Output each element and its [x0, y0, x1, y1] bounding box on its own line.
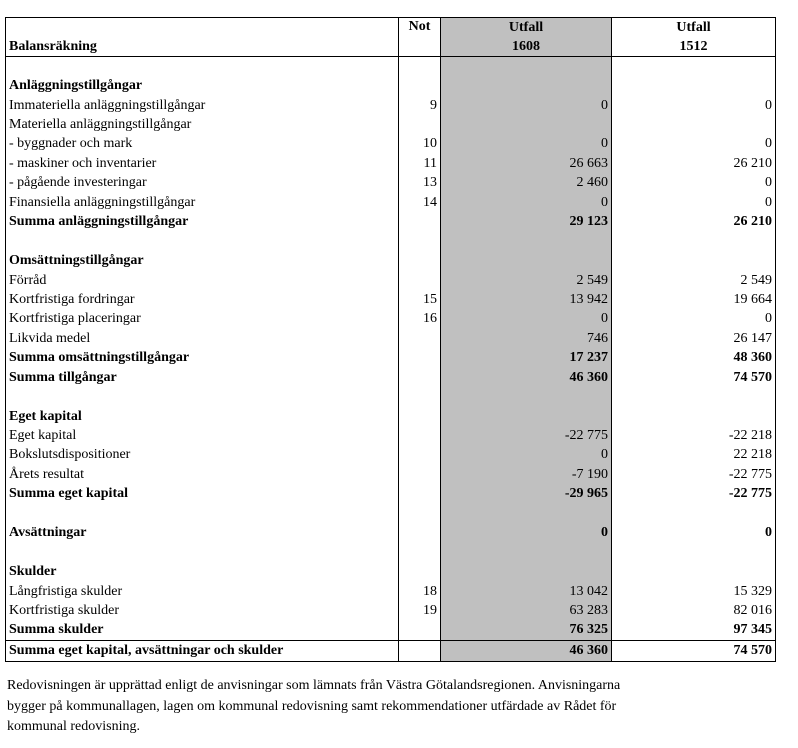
- row-previous-value: 22 218: [612, 446, 776, 465]
- row-note: 16: [399, 310, 441, 329]
- row-note: [399, 271, 441, 290]
- table-body: [6, 57, 776, 662]
- table-row: [6, 115, 776, 134]
- table-row: [6, 641, 776, 661]
- row-label: - byggnader och mark: [6, 135, 399, 154]
- row-previous-value: [612, 407, 776, 426]
- row-current-value: [441, 543, 612, 562]
- footnote-line-3: kommunal redovisning.: [7, 719, 140, 734]
- row-previous-value: 26 147: [612, 329, 776, 348]
- row-current-value: [441, 115, 612, 134]
- table-row: [6, 582, 776, 601]
- row-current-value: 76 325: [441, 621, 612, 641]
- row-previous-value: 0: [612, 135, 776, 154]
- row-label: [6, 543, 399, 562]
- row-previous-value: [612, 232, 776, 251]
- row-note: [399, 465, 441, 484]
- row-current-value: 0: [441, 96, 612, 115]
- table-row: [6, 524, 776, 543]
- balance-sheet: [5, 17, 775, 662]
- row-label: Summa eget kapital: [6, 485, 399, 504]
- header-title-spacer: [6, 18, 399, 38]
- row-note: [399, 543, 441, 562]
- row-note: [399, 115, 441, 134]
- row-label: Materiella anläggningstillgångar: [6, 115, 399, 134]
- row-label: [6, 232, 399, 251]
- row-previous-value: 82 016: [612, 601, 776, 620]
- table-row: [6, 426, 776, 445]
- header-row-top: [6, 18, 776, 38]
- row-previous-value: -22 218: [612, 426, 776, 445]
- row-current-value: [441, 562, 612, 581]
- row-note: [399, 57, 441, 77]
- row-label: Summa tillgångar: [6, 368, 399, 387]
- row-note: [399, 76, 441, 95]
- table-row: [6, 193, 776, 212]
- row-note: 15: [399, 290, 441, 309]
- row-note: [399, 213, 441, 232]
- row-label: Årets resultat: [6, 465, 399, 484]
- footnote: [7, 676, 707, 738]
- row-previous-value: [612, 57, 776, 77]
- row-note: [399, 387, 441, 406]
- row-current-value: -7 190: [441, 465, 612, 484]
- row-note: [399, 485, 441, 504]
- header-current-period: 1608: [441, 37, 612, 57]
- row-previous-value: 48 360: [612, 349, 776, 368]
- table-row: [6, 621, 776, 641]
- row-previous-value: [612, 115, 776, 134]
- row-current-value: 17 237: [441, 349, 612, 368]
- row-note: [399, 407, 441, 426]
- table-row: [6, 174, 776, 193]
- row-note: 13: [399, 174, 441, 193]
- table-row: [6, 232, 776, 251]
- table-row: [6, 57, 776, 77]
- row-label: [6, 504, 399, 523]
- row-label: Likvida medel: [6, 329, 399, 348]
- table-row: [6, 135, 776, 154]
- row-note: [399, 504, 441, 523]
- row-current-value: 63 283: [441, 601, 612, 620]
- row-previous-value: [612, 387, 776, 406]
- row-previous-value: [612, 251, 776, 270]
- row-current-value: [441, 407, 612, 426]
- row-previous-value: -22 775: [612, 465, 776, 484]
- header-row-bottom: [6, 37, 776, 57]
- row-note: 14: [399, 193, 441, 212]
- row-note: [399, 641, 441, 661]
- row-note: 9: [399, 96, 441, 115]
- row-current-value: [441, 76, 612, 95]
- row-note: 11: [399, 154, 441, 173]
- row-label: Summa omsättningstillgångar: [6, 349, 399, 368]
- row-note: 10: [399, 135, 441, 154]
- row-current-value: [441, 251, 612, 270]
- row-note: 18: [399, 582, 441, 601]
- row-note: [399, 426, 441, 445]
- row-label: Skulder: [6, 562, 399, 581]
- table-row: [6, 271, 776, 290]
- header-previous-label: Utfall: [612, 18, 776, 38]
- row-note: 19: [399, 601, 441, 620]
- row-label: Kortfristiga fordringar: [6, 290, 399, 309]
- table-row: [6, 562, 776, 581]
- balance-sheet-table: [5, 17, 776, 662]
- row-label: Immateriella anläggningstillgångar: [6, 96, 399, 115]
- row-label: - pågående investeringar: [6, 174, 399, 193]
- footnote-line-2: bygger på kommunallagen, lagen om kommunal redovisning samt rekommendationer utfärdade av Rådet för: [7, 698, 617, 714]
- row-label: Omsättningstillgångar: [6, 251, 399, 270]
- row-label: Eget kapital: [6, 407, 399, 426]
- row-current-value: [441, 57, 612, 77]
- table-row: [6, 465, 776, 484]
- table-row: [6, 310, 776, 329]
- table-row: [6, 251, 776, 270]
- row-note: [399, 329, 441, 348]
- row-previous-value: [612, 76, 776, 95]
- row-label: Avsättningar: [6, 524, 399, 543]
- row-label: Summa eget kapital, avsättningar och skulder: [6, 641, 399, 661]
- row-current-value: 746: [441, 329, 612, 348]
- row-current-value: -22 775: [441, 426, 612, 445]
- row-previous-value: 0: [612, 524, 776, 543]
- table-row: [6, 349, 776, 368]
- row-label: Anläggningstillgångar: [6, 76, 399, 95]
- row-current-value: 2 460: [441, 174, 612, 193]
- row-current-value: 13 042: [441, 582, 612, 601]
- row-previous-value: 0: [612, 96, 776, 115]
- row-label: Summa skulder: [6, 621, 399, 641]
- row-previous-value: 26 210: [612, 154, 776, 173]
- row-note: [399, 251, 441, 270]
- row-previous-value: 74 570: [612, 641, 776, 661]
- table-row: [6, 290, 776, 309]
- row-current-value: 0: [441, 310, 612, 329]
- header-current-label: Utfall: [441, 18, 612, 38]
- row-label: Bokslutsdispositioner: [6, 446, 399, 465]
- row-current-value: [441, 387, 612, 406]
- row-note: [399, 524, 441, 543]
- table-row: [6, 601, 776, 620]
- row-current-value: 46 360: [441, 368, 612, 387]
- table-row: [6, 329, 776, 348]
- row-previous-value: [612, 562, 776, 581]
- table-row: [6, 213, 776, 232]
- table-row: [6, 387, 776, 406]
- row-current-value: 2 549: [441, 271, 612, 290]
- row-label: Summa anläggningstillgångar: [6, 213, 399, 232]
- row-previous-value: 0: [612, 193, 776, 212]
- row-note: [399, 446, 441, 465]
- row-label: - maskiner och inventarier: [6, 154, 399, 173]
- table-row: [6, 504, 776, 523]
- row-previous-value: 26 210: [612, 213, 776, 232]
- table-row: [6, 407, 776, 426]
- row-label: Långfristiga skulder: [6, 582, 399, 601]
- table-row: [6, 368, 776, 387]
- row-current-value: 13 942: [441, 290, 612, 309]
- row-previous-value: 19 664: [612, 290, 776, 309]
- row-previous-value: 0: [612, 174, 776, 193]
- row-label: Förråd: [6, 271, 399, 290]
- row-current-value: 0: [441, 135, 612, 154]
- row-current-value: 0: [441, 446, 612, 465]
- row-previous-value: 15 329: [612, 582, 776, 601]
- header-previous-period: 1512: [612, 37, 776, 57]
- row-previous-value: [612, 504, 776, 523]
- table-row: [6, 485, 776, 504]
- row-label: [6, 57, 399, 77]
- row-note: [399, 562, 441, 581]
- row-current-value: -29 965: [441, 485, 612, 504]
- table-row: [6, 96, 776, 115]
- row-previous-value: [612, 543, 776, 562]
- table-row: [6, 446, 776, 465]
- row-label: Eget kapital: [6, 426, 399, 445]
- page-title: Balansräkning: [6, 37, 399, 57]
- row-current-value: [441, 504, 612, 523]
- row-previous-value: -22 775: [612, 485, 776, 504]
- row-previous-value: 97 345: [612, 621, 776, 641]
- row-note: [399, 232, 441, 251]
- row-previous-value: 2 549: [612, 271, 776, 290]
- row-current-value: 0: [441, 193, 612, 212]
- row-current-value: 46 360: [441, 641, 612, 661]
- table-row: [6, 154, 776, 173]
- row-previous-value: 74 570: [612, 368, 776, 387]
- row-label: Kortfristiga skulder: [6, 601, 399, 620]
- row-previous-value: 0: [612, 310, 776, 329]
- row-current-value: 29 123: [441, 213, 612, 232]
- table-row: [6, 543, 776, 562]
- row-label: [6, 387, 399, 406]
- row-note: [399, 621, 441, 641]
- row-current-value: 26 663: [441, 154, 612, 173]
- row-label: Kortfristiga placeringar: [6, 310, 399, 329]
- row-note: [399, 368, 441, 387]
- row-current-value: 0: [441, 524, 612, 543]
- row-label: Finansiella anläggningstillgångar: [6, 193, 399, 212]
- header-not-spacer: [399, 37, 441, 57]
- table-row: [6, 76, 776, 95]
- row-current-value: [441, 232, 612, 251]
- row-note: [399, 349, 441, 368]
- header-not: Not: [399, 18, 441, 38]
- footnote-line-1: Redovisningen är upprättad enligt de anvisningar som lämnats från Västra Götalandsregionen. Anvisningarna: [7, 678, 621, 693]
